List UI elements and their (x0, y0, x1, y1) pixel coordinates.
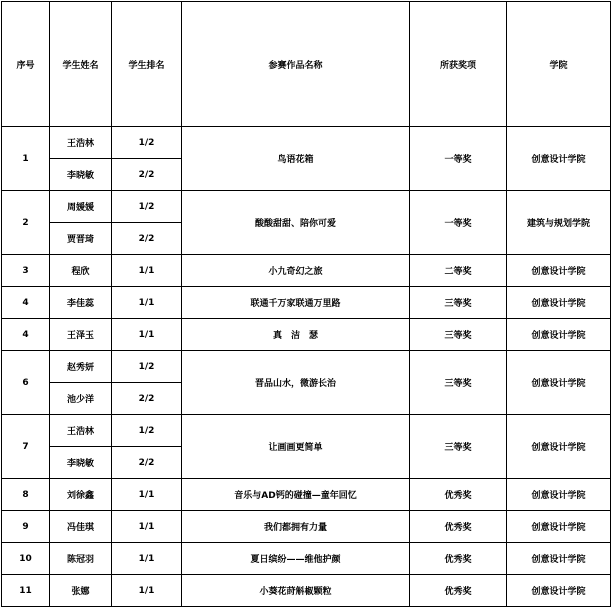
header-work-title: 参赛作品名称 (182, 2, 410, 127)
student-rank: 1/1 (112, 287, 182, 319)
header-college: 学院 (507, 2, 611, 127)
college: 创意设计学院 (507, 543, 611, 575)
row-index: 6 (2, 351, 50, 415)
header-student-rank: 学生排名 (112, 2, 182, 127)
award: 三等奖 (410, 319, 507, 351)
award: 优秀奖 (410, 511, 507, 543)
table-row (2, 511, 611, 543)
student-rank: 1/2 (112, 127, 182, 159)
row-index: 1 (2, 127, 50, 191)
college: 创意设计学院 (507, 415, 611, 479)
college: 创意设计学院 (507, 511, 611, 543)
student-rank: 1/2 (112, 415, 182, 447)
student-name: 张娜 (50, 575, 112, 607)
student-name: 池少洋 (50, 383, 112, 415)
student-name: 王泽玉 (50, 319, 112, 351)
table-row (2, 543, 611, 575)
awards-table (1, 1, 611, 607)
student-rank: 1/1 (112, 543, 182, 575)
row-index: 8 (2, 479, 50, 511)
row-index: 2 (2, 191, 50, 255)
work-title: 夏日缤纷——维他护颜 (182, 543, 410, 575)
college: 创意设计学院 (507, 255, 611, 287)
row-index: 4 (2, 287, 50, 319)
table-row (2, 415, 611, 447)
row-index: 4 (2, 319, 50, 351)
award: 一等奖 (410, 127, 507, 191)
award: 三等奖 (410, 351, 507, 415)
row-index: 7 (2, 415, 50, 479)
row-index: 9 (2, 511, 50, 543)
college: 创意设计学院 (507, 351, 611, 415)
student-name: 刘徐鑫 (50, 479, 112, 511)
student-name: 贾晋琦 (50, 223, 112, 255)
header-award: 所获奖项 (410, 2, 507, 127)
table-row (2, 287, 611, 319)
student-name: 赵秀妍 (50, 351, 112, 383)
work-title: 酸酸甜甜、陪你可爱 (182, 191, 410, 255)
header-row (2, 2, 611, 127)
table-row (2, 575, 611, 607)
award: 优秀奖 (410, 543, 507, 575)
college: 创意设计学院 (507, 319, 611, 351)
work-title: 晋品山水，微游长治 (182, 351, 410, 415)
student-name: 李晓敏 (50, 159, 112, 191)
award: 优秀奖 (410, 479, 507, 511)
row-index: 10 (2, 543, 50, 575)
student-rank: 2/2 (112, 159, 182, 191)
award: 三等奖 (410, 415, 507, 479)
student-name: 冯佳琪 (50, 511, 112, 543)
student-rank: 2/2 (112, 383, 182, 415)
student-name: 周媛媛 (50, 191, 112, 223)
college: 创意设计学院 (507, 127, 611, 191)
student-rank: 2/2 (112, 447, 182, 479)
student-rank: 1/2 (112, 191, 182, 223)
student-rank: 2/2 (112, 223, 182, 255)
college: 创意设计学院 (507, 479, 611, 511)
college: 建筑与规划学院 (507, 191, 611, 255)
college: 创意设计学院 (507, 287, 611, 319)
student-name: 程欣 (50, 255, 112, 287)
work-title: 我们都拥有力量 (182, 511, 410, 543)
student-name: 王浩林 (50, 415, 112, 447)
student-name: 王浩林 (50, 127, 112, 159)
student-rank: 1/1 (112, 319, 182, 351)
header-student-name: 学生姓名 (50, 2, 112, 127)
award: 一等奖 (410, 191, 507, 255)
row-index: 3 (2, 255, 50, 287)
work-title: 让画画更简单 (182, 415, 410, 479)
table-row (2, 351, 611, 383)
student-name: 李佳蕊 (50, 287, 112, 319)
row-index: 11 (2, 575, 50, 607)
table-row (2, 319, 611, 351)
student-name: 陈冠羽 (50, 543, 112, 575)
header-index: 序号 (2, 2, 50, 127)
work-title: 小葵花莳斛椒颗粒 (182, 575, 410, 607)
table-row (2, 127, 611, 159)
work-title: 鸟语花箱 (182, 127, 410, 191)
work-title: 小九奇幻之旅 (182, 255, 410, 287)
award: 三等奖 (410, 287, 507, 319)
student-rank: 1/1 (112, 479, 182, 511)
table-row (2, 479, 611, 511)
table-row (2, 191, 611, 223)
work-title: 联通千万家联通万里路 (182, 287, 410, 319)
award: 二等奖 (410, 255, 507, 287)
table-row (2, 255, 611, 287)
student-rank: 1/1 (112, 255, 182, 287)
student-rank: 1/1 (112, 511, 182, 543)
student-name: 李晓敏 (50, 447, 112, 479)
work-title: 真 洁 瑟 (182, 319, 410, 351)
student-rank: 1/1 (112, 575, 182, 607)
work-title: 音乐与AD钙的碰撞—童年回忆 (182, 479, 410, 511)
college: 创意设计学院 (507, 575, 611, 607)
award: 优秀奖 (410, 575, 507, 607)
student-rank: 1/2 (112, 351, 182, 383)
